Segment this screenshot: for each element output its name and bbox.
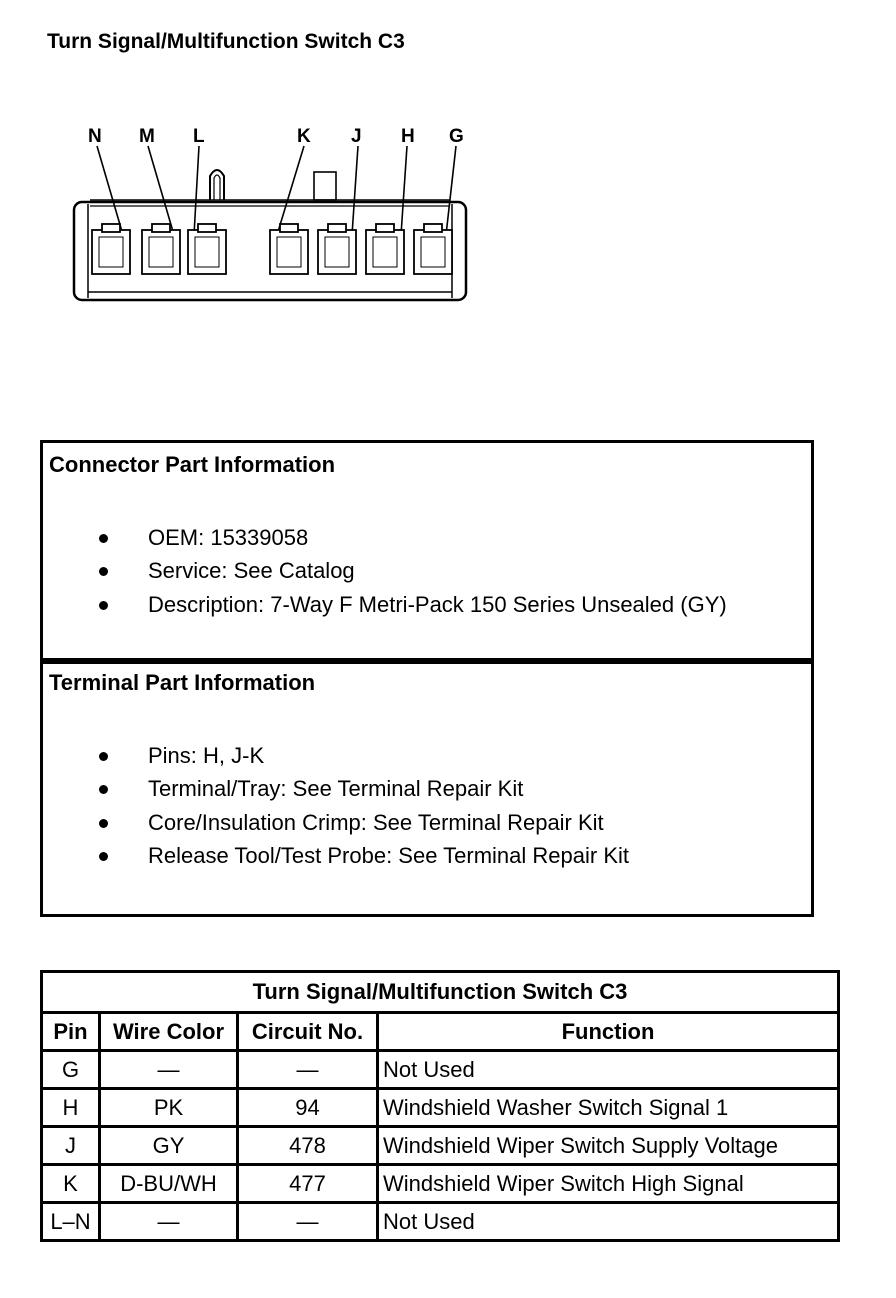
cell-wire: D-BU/WH [100,1165,238,1203]
bullet-icon [99,785,108,794]
pin-label-l: L [193,126,205,147]
list-item: Release Tool/Test Probe: See Terminal Repair Kit [43,839,629,872]
cavity-m [142,224,180,274]
table-row [42,1051,839,1089]
cell-wire: GY [100,1127,238,1165]
cell-wire: — [100,1203,238,1241]
header-function: Function [378,1013,839,1051]
cell-circuit: — [238,1203,378,1241]
cell-pin: H [42,1089,100,1127]
pin-label-k: K [297,126,311,147]
cell-circuit: — [238,1051,378,1089]
connector-diagram [0,110,520,320]
cavity-h [366,224,404,274]
cell-function: Windshield Washer Switch Signal 1 [378,1089,839,1127]
table-row [42,1165,839,1203]
terminal-info-list [43,739,629,873]
leader-lines [97,146,456,235]
page-title: Turn Signal/Multifunction Switch C3 [47,30,405,53]
list-item: OEM: 15339058 [43,521,727,554]
table-row [42,1089,839,1127]
table-row [42,1127,839,1165]
connector-info-list [43,521,727,621]
table-caption: Turn Signal/Multifunction Switch C3 [42,972,839,1013]
terminal-cavities [92,224,452,274]
connector-part-info [40,440,814,664]
list-item: Pins: H, J-K [43,739,629,772]
cavity-j [318,224,356,274]
bullet-icon [99,567,108,576]
bullet-icon [99,819,108,828]
cell-circuit: 94 [238,1089,378,1127]
cell-pin: J [42,1127,100,1165]
header-pin: Pin [42,1013,100,1051]
pin-label-n: N [88,126,102,147]
pin-label-g: G [449,126,464,147]
header-wire-color: Wire Color [100,1013,238,1051]
connector-info-heading: Connector Part Information [49,452,336,477]
bullet-icon [99,601,108,610]
header-circuit-no: Circuit No. [238,1013,378,1051]
cell-pin: G [42,1051,100,1089]
cell-function: Not Used [378,1051,839,1089]
cell-function: Windshield Wiper Switch Supply Voltage [378,1127,839,1165]
cavity-g [414,224,452,274]
terminal-part-info [40,658,814,917]
table-header-row [42,1013,839,1051]
terminal-info-heading: Terminal Part Information [49,670,316,695]
cavity-k [270,224,308,274]
cavity-n [92,224,130,274]
cell-pin: K [42,1165,100,1203]
list-item: Service: See Catalog [43,554,727,587]
list-item: Core/Insulation Crimp: See Terminal Repair Kit [43,806,629,839]
cell-pin: L–N [42,1203,100,1241]
list-item: Description: 7-Way F Metri-Pack 150 Series Unsealed (GY) [43,588,727,621]
cell-function: Windshield Wiper Switch High Signal [378,1165,839,1203]
cell-function: Not Used [378,1203,839,1241]
table-row [42,1203,839,1241]
cell-wire: PK [100,1089,238,1127]
bullet-icon [99,534,108,543]
cell-wire: — [100,1051,238,1089]
bullet-icon [99,752,108,761]
cell-circuit: 477 [238,1165,378,1203]
cavity-l [188,224,226,274]
pin-label-h: H [401,126,415,147]
cell-circuit: 478 [238,1127,378,1165]
bullet-icon [99,852,108,861]
pin-label-j: J [351,126,362,147]
list-item: Terminal/Tray: See Terminal Repair Kit [43,772,629,805]
pin-label-m: M [139,126,155,147]
pinout-table [40,970,840,1242]
